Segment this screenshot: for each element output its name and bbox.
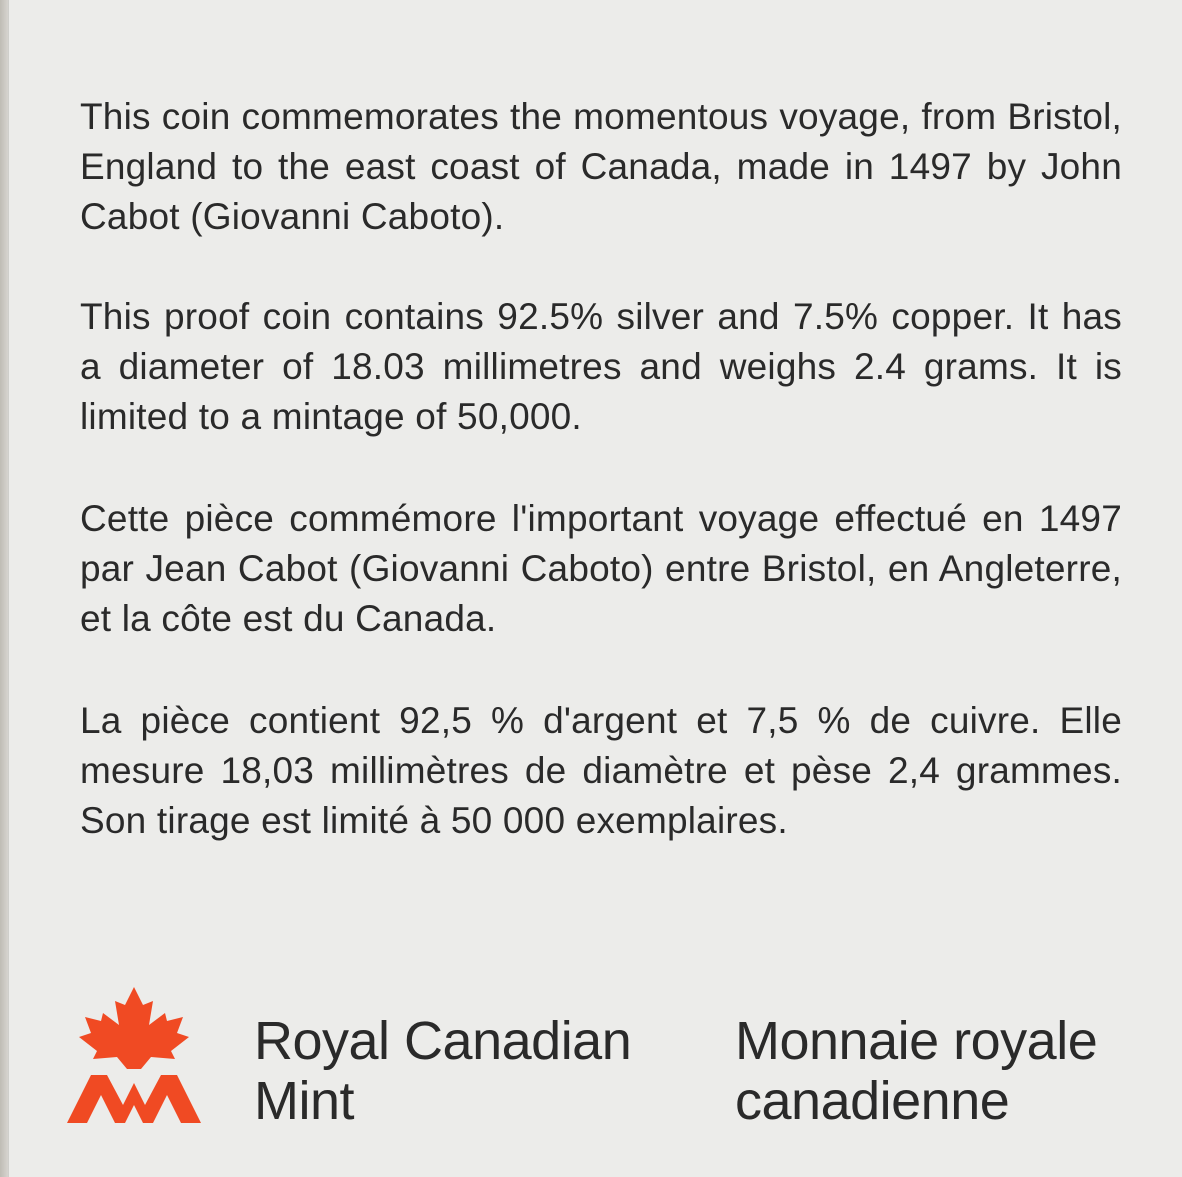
paragraph-english-history: This coin commemorates the momentous voyage, from Bristol, England to the east coast of Canada, made in 1497 by John Cabot (Giovanni Caboto). xyxy=(80,96,1122,237)
paragraph-english-specs: This proof coin contains 92.5% silver and 7.5% copper. It has a diameter of 18.03 millimetres and weighs 2.4 grams. It is limited to a mintage of 50,000. xyxy=(80,296,1122,437)
paragraph-french-specs: La pièce contient 92,5 % d'argent et 7,5 % de cuivre. Elle mesure 18,03 millimètres de diamètre et pèse 2,4 grammes. Son tirage est limité à 50 000 exemplaires. xyxy=(80,700,1122,841)
mint-name-english-line1: Royal Canadian xyxy=(254,1011,632,1071)
maple-leaf-logo-icon xyxy=(63,985,205,1127)
mint-name-english-line2: Mint xyxy=(254,1071,355,1131)
mint-name-french-line1: Monnaie royale xyxy=(735,1011,1098,1071)
mint-name-english xyxy=(254,1011,631,1131)
mint-name-french-line2: canadienne xyxy=(735,1071,1010,1131)
paragraph-french-history: Cette pièce commémore l'important voyage effectué en 1497 par Jean Cabot (Giovanni Caboto) entre Bristol, en Angleterre, et la côte est du Canada. xyxy=(80,498,1122,639)
mint-name-french xyxy=(735,1011,1097,1131)
card-edge-shadow xyxy=(0,0,8,1177)
mint-footer xyxy=(63,985,1143,1145)
info-card xyxy=(8,0,1182,1177)
